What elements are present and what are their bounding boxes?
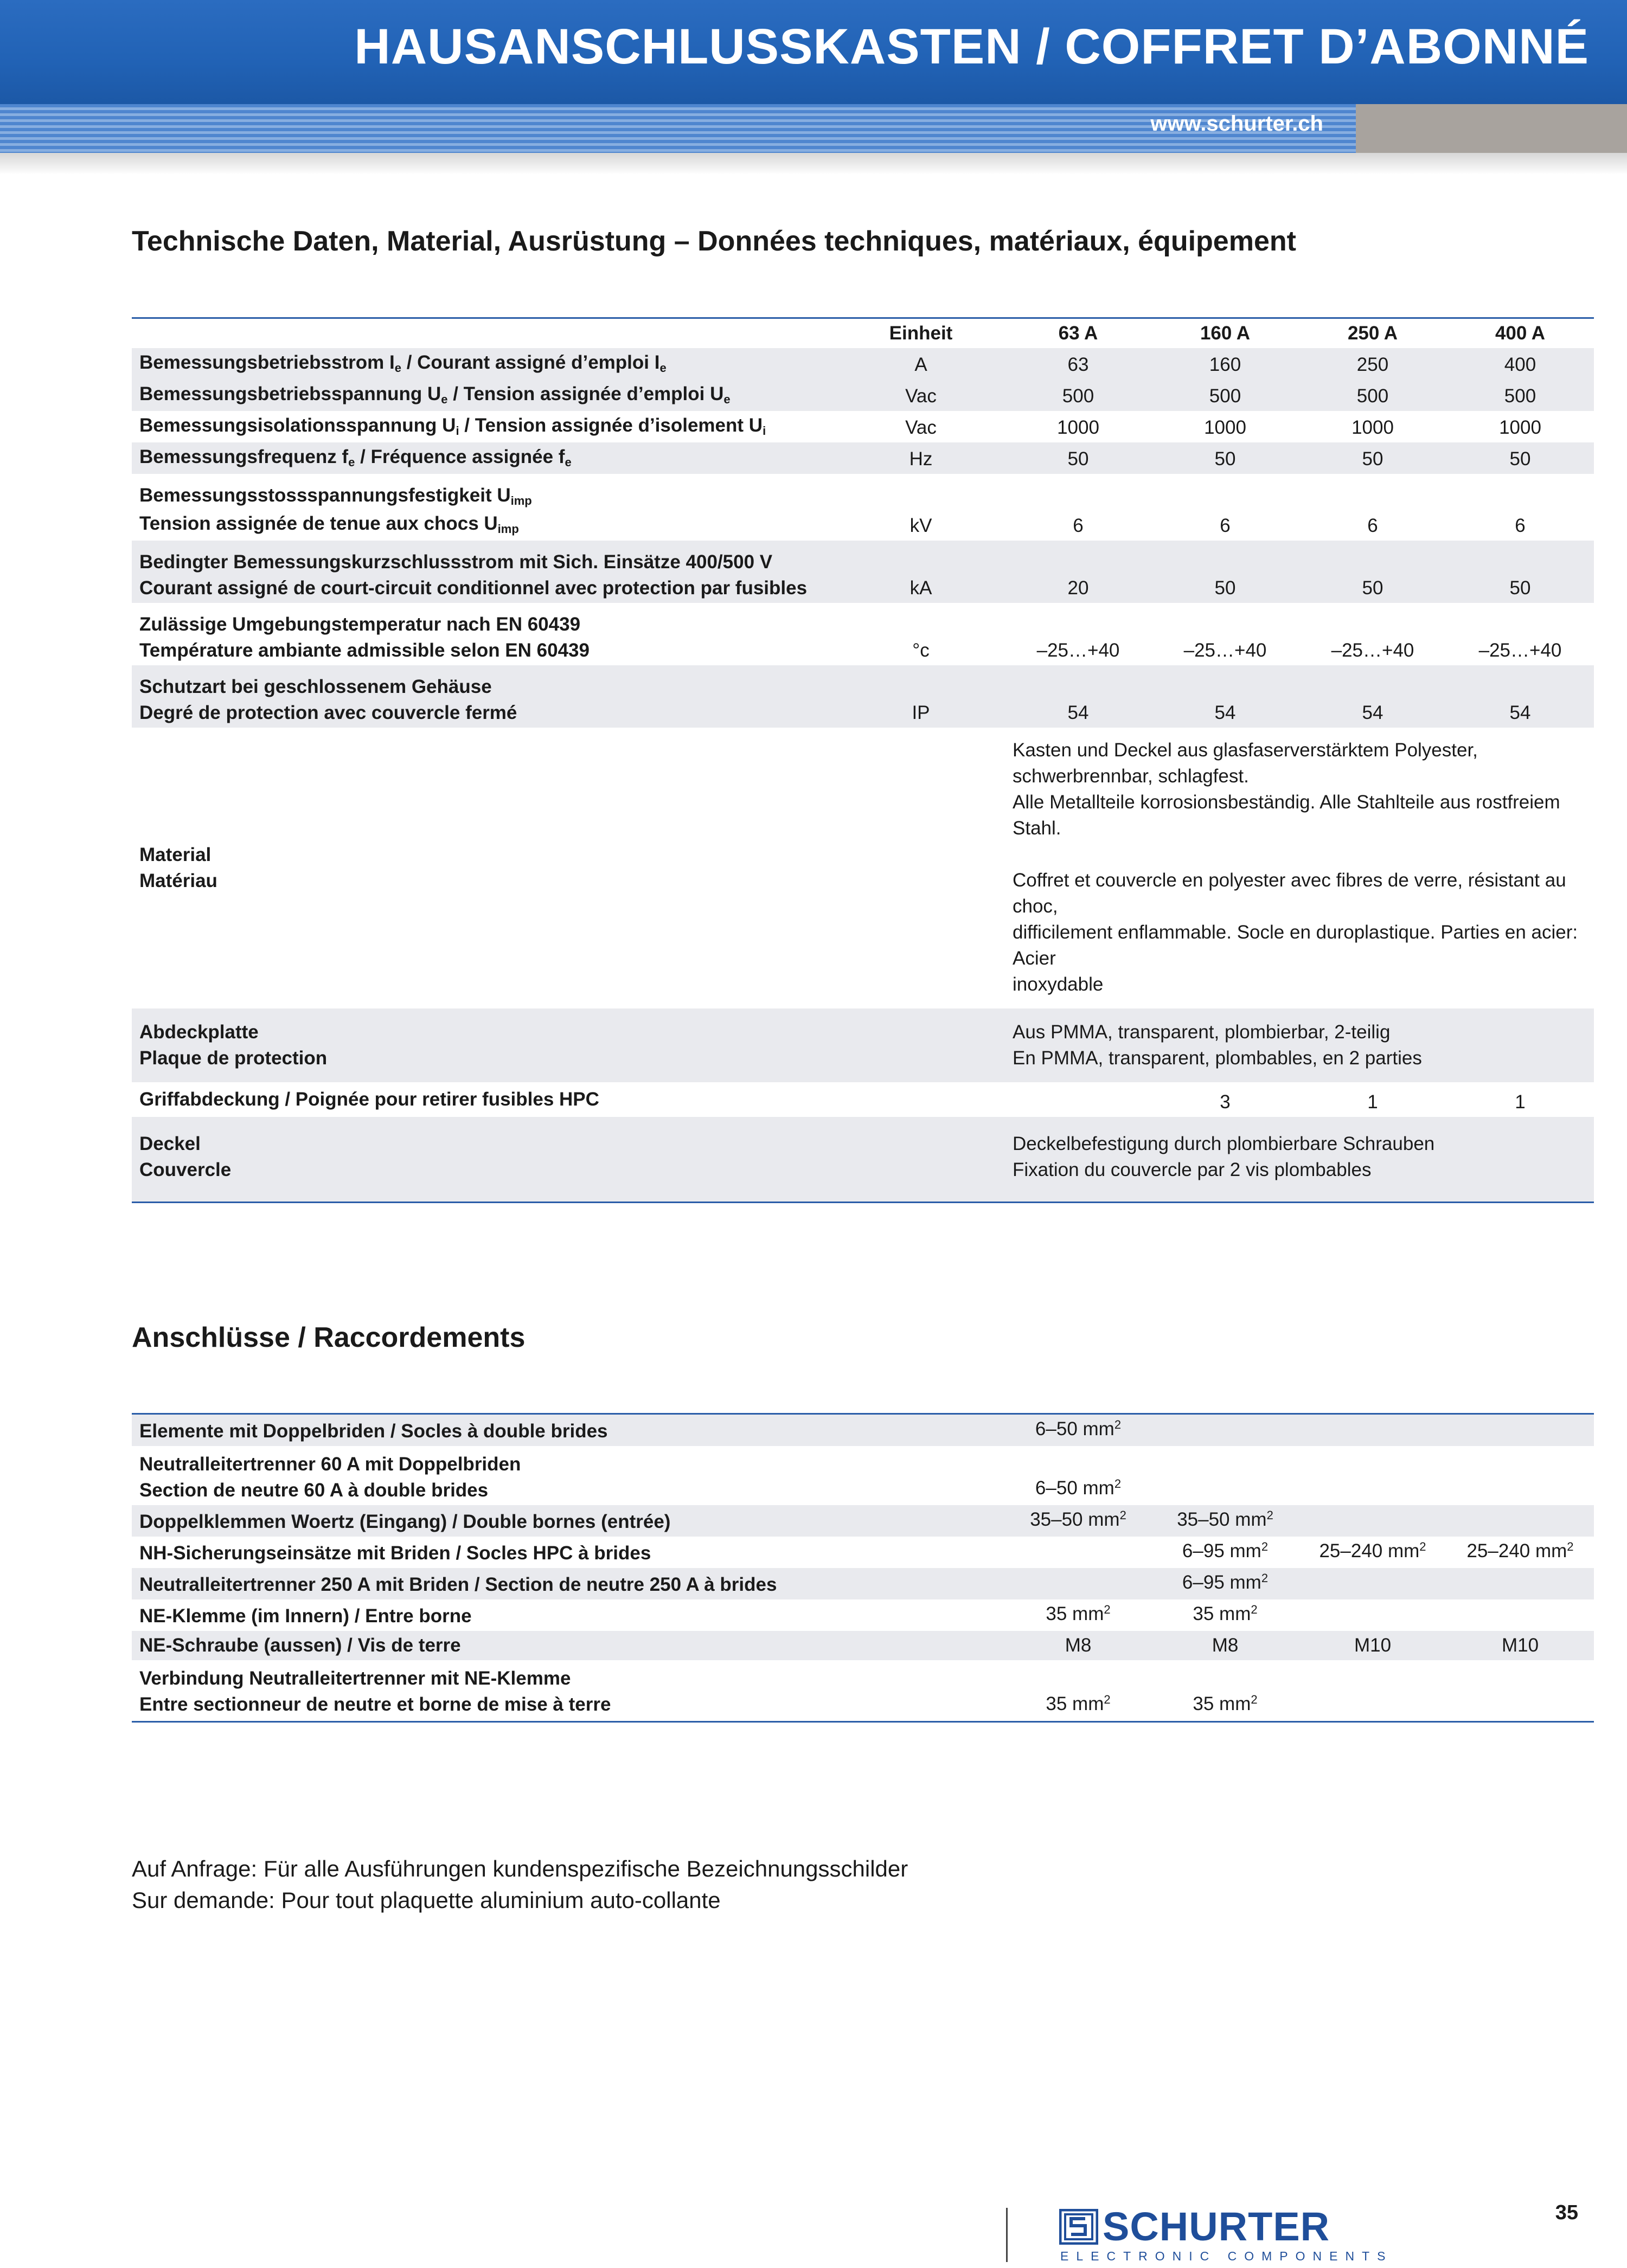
row-value: 35 $mm^2$ [1193,1603,1258,1624]
schurter-logo-icon [1059,2209,1098,2245]
row-label: Bemessungsbetriebsstrom Ie / Courant assigné d’emploi Ie [132,348,837,380]
row-value: 50 [1299,442,1446,474]
row-value: 50 [1446,442,1594,474]
section-title-connections: Anschlüsse / Raccordements [132,1322,526,1353]
table-row [132,1505,1594,1537]
row-value: –25…+40 [1478,640,1562,661]
row-label: Doppelklemmen Woertz (Eingang) / Double bornes (entrée) [132,1505,1005,1537]
header-cell-unit: Einheit [889,323,953,344]
row-value: M8 [1151,1631,1299,1660]
row-value: 6 [1220,515,1231,536]
row-value: 6 [1367,515,1378,536]
row-value: 63 [1005,348,1151,380]
row-value: 6–95 $mm^2$ [1182,1540,1269,1562]
logo-tagline: ELECTRONIC COMPONENTS [1060,2249,1393,2263]
row-value: 1 [1367,1091,1378,1113]
row-label: Bemessungsstossspannungsfestigkeit Uimp Tension assignée de tenue aux chocs Uimp [139,485,532,536]
page-title: HAUSANSCHLUSSKASTEN / COFFRET D’ABONNÉ [354,19,1589,74]
row-value: 500 [1151,380,1299,411]
row-value: 50 [1151,442,1299,474]
row-unit: kV [909,515,932,536]
row-value: 6–50 $mm^2$ [1005,1414,1151,1447]
row-value: 20 [1005,541,1151,603]
material-label: Material Matériau [139,844,217,891]
header-gray-block [1356,104,1627,153]
row-value: 500 [1446,380,1594,411]
table-row [132,348,1594,380]
row-label: Zulässige Umgebungstemperatur nach EN 60439 Température ambiante admissible selon EN 60439 [139,614,590,661]
row-value: 35 $mm^2$ [1046,1603,1111,1624]
row-value: M8 [1005,1631,1151,1660]
row-label: Bemessungsisolationsspannung Ui / Tension assignée d’isolement Ui [139,415,766,438]
header-cell-label [132,318,837,349]
table-row [132,541,1594,603]
row-value: –25…+40 [1036,640,1120,661]
technical-data-table [132,317,1594,1203]
website-link[interactable]: www.schurter.ch [1150,112,1323,136]
row-value: 50 [1151,541,1299,603]
row-label: Elemente mit Doppelbriden / Socles à double brides [132,1414,1005,1447]
cover-plate-label: Abdeckplatte Plaque de protection [132,1008,837,1082]
row-unit: Vac [905,417,937,438]
row-value: 35 $mm^2$ [1193,1693,1258,1714]
handle-cover-label: Griffabdeckung / Poignée pour retirer fusibles HPC [139,1089,599,1110]
row-value: 160 [1151,348,1299,380]
row-value: 25–240 $mm^2$ [1466,1540,1574,1562]
table-row [132,665,1594,728]
row-value: 6–50 $mm^2$ [1035,1477,1122,1499]
table-row [132,1660,1594,1722]
table-row [132,603,1594,665]
row-value: 35 $mm^2$ [1046,1693,1111,1714]
row-value: 54 [1151,665,1299,728]
row-label: Schutzart bei geschlossenem Gehäuse Degré de protection avec couvercle fermé [132,665,837,728]
row-value: 500 [1005,380,1151,411]
row-value: 6 [1515,515,1526,536]
row-value: 25–240 $mm^2$ [1319,1540,1426,1562]
header-cell-400a: 400 A [1495,323,1546,344]
row-value: M10 [1446,1631,1594,1660]
row-value: 1000 [1204,417,1246,438]
row-label: Neutralleitertrenner 60 A mit Doppelbriden Section de neutre 60 A à double brides [139,1454,521,1501]
row-value: 54 [1005,665,1151,728]
row-label: Neutralleitertrenner 250 A mit Briden / Section de neutre 250 A à brides [132,1568,1005,1599]
table-row-lid [132,1117,1594,1203]
table-row-material [132,728,1594,1008]
table-row [132,1414,1594,1447]
row-label: Bemessungsfrequenz fe / Fréquence assignée fe [132,442,837,474]
row-label: NH-Sicherungseinsätze mit Briden / Socles HPC à brides [139,1543,651,1564]
row-value: 400 [1446,348,1594,380]
row-value: 50 [1446,541,1594,603]
page-number: 35 [1555,2201,1578,2224]
row-value: 50 [1005,442,1151,474]
row-label: NE-Schraube (aussen) / Vis de terre [132,1631,1005,1660]
row-unit: °c [912,640,930,661]
table-row [132,1631,1594,1660]
footer-divider [1006,2208,1008,2262]
table-header-row [132,318,1594,349]
schurter-logo [1059,2204,1393,2263]
row-label: Bemessungsbetriebsspannung Ue / Tension assignée d’emploi Ue [132,380,837,411]
section-title-technical-data: Technische Daten, Material, Ausrüstung – Données techniques, matériaux, équipement [132,226,1296,257]
row-value: 3 [1220,1091,1231,1113]
footnote-line-de: Auf Anfrage: Für alle Ausführungen kundenspezifische Bezeichnungsschilder [132,1856,908,1881]
table-row [132,1537,1594,1568]
row-value: 6–95 $mm^2$ [1151,1568,1299,1599]
row-unit: kA [837,541,1005,603]
row-value: 250 [1299,348,1446,380]
header-cell-250a: 250 A [1347,323,1398,344]
row-label: Bedingter Bemessungskurzschlussstrom mit Sich. Einsätze 400/500 V Courant assigné de court-circuit conditionnel avec protection par fusibles [132,541,837,603]
footnote-line-fr: Sur demande: Pour tout plaquette aluminium auto-collante [132,1887,721,1913]
row-value: 54 [1299,665,1446,728]
table-row [132,411,1594,442]
row-value: –25…+40 [1331,640,1414,661]
header-shadow [0,153,1627,175]
cover-plate-description: Aus PMMA, transparent, plombierbar, 2-teilig En PMMA, transparent, plombables, en 2 parties [1005,1008,1594,1082]
row-unit: Vac [837,380,1005,411]
lid-label: Deckel Couvercle [132,1117,837,1203]
table-row-handle-cover [132,1082,1594,1117]
row-unit: Hz [837,442,1005,474]
row-value: 500 [1299,380,1446,411]
row-value: 1000 [1351,417,1394,438]
table-row [132,1599,1594,1631]
table-row [132,380,1594,411]
row-value: 50 [1299,541,1446,603]
row-label: Verbindung Neutralleitertrenner mit NE-Klemme Entre sectionneur de neutre et borne de mise à terre [139,1668,611,1715]
row-value: 1000 [1057,417,1099,438]
table-row [132,1568,1594,1599]
row-value: M10 [1299,1631,1446,1660]
header-cell-160a: 160 A [1200,323,1251,344]
row-label: NE-Klemme (im Innern) / Entre borne [139,1605,472,1627]
row-value: 6 [1073,515,1084,536]
row-value: 1 [1515,1091,1526,1113]
header-band [0,0,1627,104]
row-value: 35–50 $mm^2$ [1151,1505,1299,1537]
footnote [132,1853,908,1916]
lid-description: Deckelbefestigung durch plombierbare Schrauben Fixation du couvercle par 2 vis plombables [1005,1117,1594,1203]
row-value: –25…+40 [1183,640,1267,661]
row-unit: IP [837,665,1005,728]
connections-table [132,1413,1594,1723]
table-row [132,1446,1594,1505]
row-value: 35–50 $mm^2$ [1005,1505,1151,1537]
row-value: 54 [1446,665,1594,728]
table-row [132,442,1594,474]
header-cell-63a: 63 A [1058,323,1098,344]
table-row [132,474,1594,541]
logo-wordmark: SCHURTER [1103,2204,1330,2249]
row-unit: A [837,348,1005,380]
row-value: 1000 [1499,417,1541,438]
table-row-cover-plate [132,1008,1594,1082]
material-description: Kasten und Deckel aus glasfaserverstärktem Polyester, schwerbrennbar, schlagfest. Alle Metallteile korrosionsbeständig. Alle Stahlteile aus rostfreiem Stahl. Coffret et couvercle en polyester avec fibres de verre, résistant au choc, difficilement enflammable. Socle en duroplastique. Parties en acier: Acier inoxydable [1013,740,1578,995]
